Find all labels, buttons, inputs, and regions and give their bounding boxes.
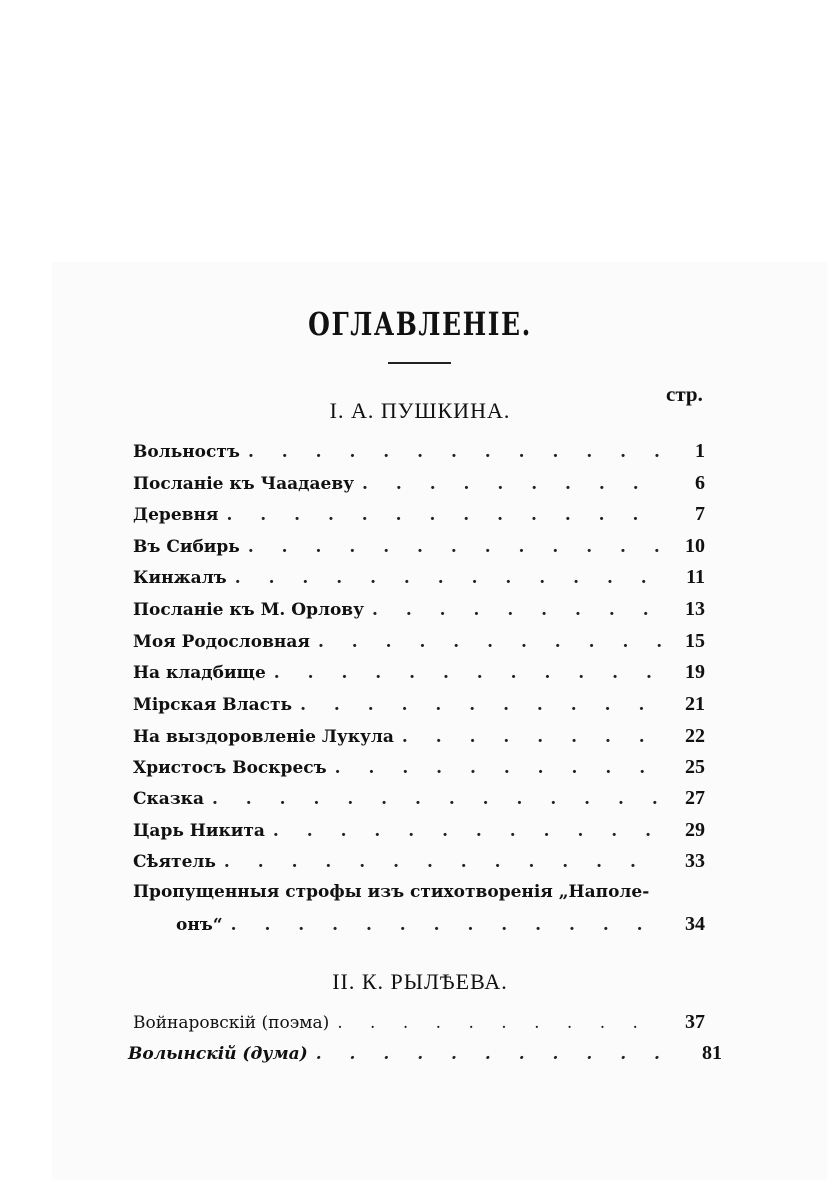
toc-entry [133,725,705,755]
entry-title: Посланіе къ М. Орлову [133,600,364,620]
entry-title-continuation: онъ“ [176,915,223,935]
dot-leader [292,695,665,715]
dot-leader [394,727,665,747]
dot-leader [204,789,665,809]
entry-title: Деревня [133,505,219,525]
entry-page: 33 [685,850,705,872]
section-heading-pushkin: I. А. ПУШКИНА. [329,398,511,423]
entry-title: Кинжалъ [133,568,227,588]
entry-page: 19 [685,661,705,683]
dot-leader [240,537,665,557]
dot-leader [266,663,665,683]
entry-title: Сѣятель [133,852,216,872]
dot-leader [227,568,665,588]
toc-entry [128,1042,722,1072]
entry-title: На кладбище [133,663,266,683]
entry-title: Въ Сибирь [133,537,240,557]
entry-title: Христосъ Воскресъ [133,758,327,778]
entry-page: 27 [685,787,705,809]
entry-title: Моя Родословная [133,632,310,652]
dot-leader [265,821,665,841]
page-column-label: стр. [666,382,703,406]
entry-page: 10 [685,535,705,557]
entry-title: Сказка [133,789,204,809]
dot-leader [216,852,665,872]
entry-page: 81 [702,1042,722,1064]
toc-entry [133,598,705,628]
toc-entry-first-line [133,882,705,912]
toc-entry [133,630,705,660]
dot-leader [308,1044,682,1064]
toc-entry [133,819,705,849]
toc-entry [133,566,705,596]
dot-leader [329,1013,665,1033]
entry-page: 34 [685,913,705,935]
entry-title: Войнаровскій (поэма) [133,1013,330,1033]
title-rule [388,362,451,364]
entry-title: Посланіе къ Чаадаеву [133,474,355,494]
toc-entry-continuation [176,913,705,943]
dot-leader [223,915,665,935]
toc-entry [133,787,705,817]
dot-leader [327,758,665,778]
toc-entry [133,503,705,533]
toc-entry [133,693,705,723]
entry-title: Вольностъ [133,442,240,462]
entry-page: 7 [695,503,705,525]
entry-page: 6 [695,472,705,494]
entry-title: Царь Никита [133,821,265,841]
entry-title: Пропущенныя строфы изъ стихотворенія „Наполе- [133,882,650,902]
dot-leader [354,474,665,494]
dot-leader [240,442,665,462]
page-title: ОГЛАВЛЕНІЕ. [308,305,532,343]
entry-page: 1 [695,440,705,462]
dot-leader [310,632,665,652]
toc-entry [133,850,705,880]
toc-entry [133,1011,705,1041]
toc-entry [133,440,705,470]
toc-entry [133,756,705,786]
entry-page: 11 [686,566,705,588]
entry-page: 13 [685,598,705,620]
entry-page: 37 [685,1011,705,1033]
toc-entry [133,535,705,565]
section-heading-ryleev: II. К. РЫЛѢЕВА. [332,969,508,994]
entry-page: 21 [685,693,705,715]
dot-leader [218,505,665,525]
entry-page: 25 [685,756,705,778]
entry-page: 22 [685,725,705,747]
entry-page: 15 [685,630,705,652]
dot-leader [364,600,665,620]
entry-title: На выздоровленіе Лукула [133,727,394,747]
entry-title: Волынскій (дума) [128,1044,308,1064]
entry-title: Мірская Власть [133,695,293,715]
entry-page: 29 [685,819,705,841]
toc-entry [133,472,705,502]
toc-entry [133,661,705,691]
